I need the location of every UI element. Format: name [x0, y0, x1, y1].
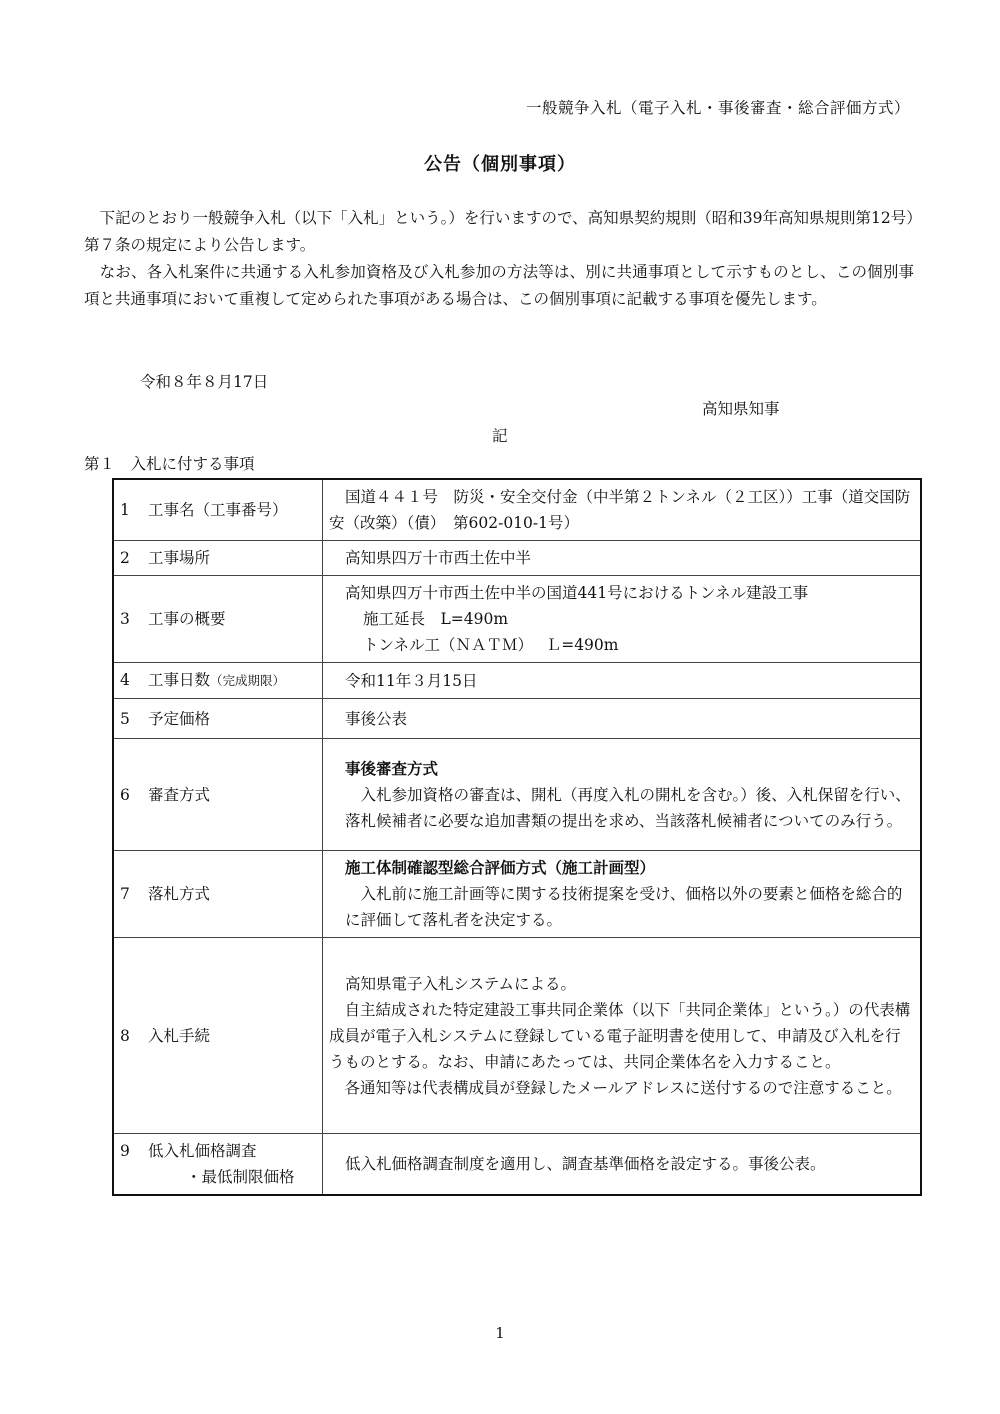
row-label: 7 落札方式 [113, 851, 323, 938]
row-label: 9 低入札価格調査 ・最低制限価格 [113, 1134, 323, 1196]
table-row [113, 938, 921, 1134]
table-row [113, 851, 921, 938]
row-value: 事後審査方式 入札参加資格の審査は、開札（再度入札の開札を含む。）後、入札保留を行い、落札候補者に必要な追加書類の提出を求め、当該落札候補者についてのみ行う。 [323, 739, 922, 851]
row-value: 高知県電子入札システムによる。 自主結成された特定建設工事共同企業体（以下「共同企業体」という。）の代表構成員が電子入札システムに登録している電子証明書を使用して、申請及び入札を行うものとする。なお、申請にあたっては、共同企業体名を入力すること。 各通知等は代表構成員が登録したメールアドレスに送付するので注意すること。 [323, 938, 922, 1134]
issuer-name: 高知県知事 [702, 400, 780, 418]
table-row [113, 541, 921, 576]
section-title: 第１ 入札に付する事項 [84, 455, 255, 473]
row-label: 6 審査方式 [113, 739, 323, 851]
table-row [113, 576, 921, 663]
table-row [113, 479, 921, 541]
table-row [113, 739, 921, 851]
row-label: 4 工事日数（完成期限） [113, 663, 323, 699]
bid-items-table [112, 478, 922, 1196]
document-category: 一般競争入札（電子入札・事後審査・総合評価方式） [525, 99, 910, 117]
notice-date: 令和８年８月17日 [140, 373, 269, 391]
row-value: 低入札価格調査制度を適用し、調査基準価格を設定する。事後公表。 [323, 1134, 922, 1196]
row-label: 3 工事の概要 [113, 576, 323, 663]
row-label: 8 入札手続 [113, 938, 323, 1134]
page-number: 1 [495, 1324, 505, 1342]
table-row [113, 663, 921, 699]
row-label: 2 工事場所 [113, 541, 323, 576]
row-value: 施工体制確認型総合評価方式（施工計画型） 入札前に施工計画等に関する技術提案を受け、価格以外の要素と価格を総合的に評価して落札者を決定する。 [323, 851, 922, 938]
intro-paragraph-2: なお、各入札案件に共通する入札参加資格及び入札参加の方法等は、別に共通事項として示すものとし、この個別事項と共通事項において重複して定められた事項がある場合は、この個別事項に記載する事項を優先します。 [84, 263, 914, 308]
row-value: 事後公表 [323, 699, 922, 739]
row-value: 高知県四万十市西土佐中半の国道441号におけるトンネル建設工事 施工延長 L=490m トンネル工（ＮＡＴＭ） Ｌ=490m [323, 576, 922, 663]
table-row [113, 1134, 921, 1196]
table-row [113, 699, 921, 739]
row-label: 5 予定価格 [113, 699, 323, 739]
ki-heading: 記 [492, 427, 508, 445]
page-title: 公告（個別事項） [424, 154, 576, 175]
row-value: 令和11年３月15日 [323, 663, 922, 699]
intro-paragraph-1: 下記のとおり一般競争入札（以下「入札」という。）を行いますので、高知県契約規則（昭和39年高知県規則第12号）第７条の規定により公告します。 [84, 209, 914, 254]
row-label: 1 工事名（工事番号） [113, 479, 323, 541]
row-value: 高知県四万十市西土佐中半 [323, 541, 922, 576]
row-value: 国道４４１号 防災・安全交付金（中半第２トンネル（２工区））工事（道交国防安（改築）（債） 第602-010-1号） [323, 479, 922, 541]
